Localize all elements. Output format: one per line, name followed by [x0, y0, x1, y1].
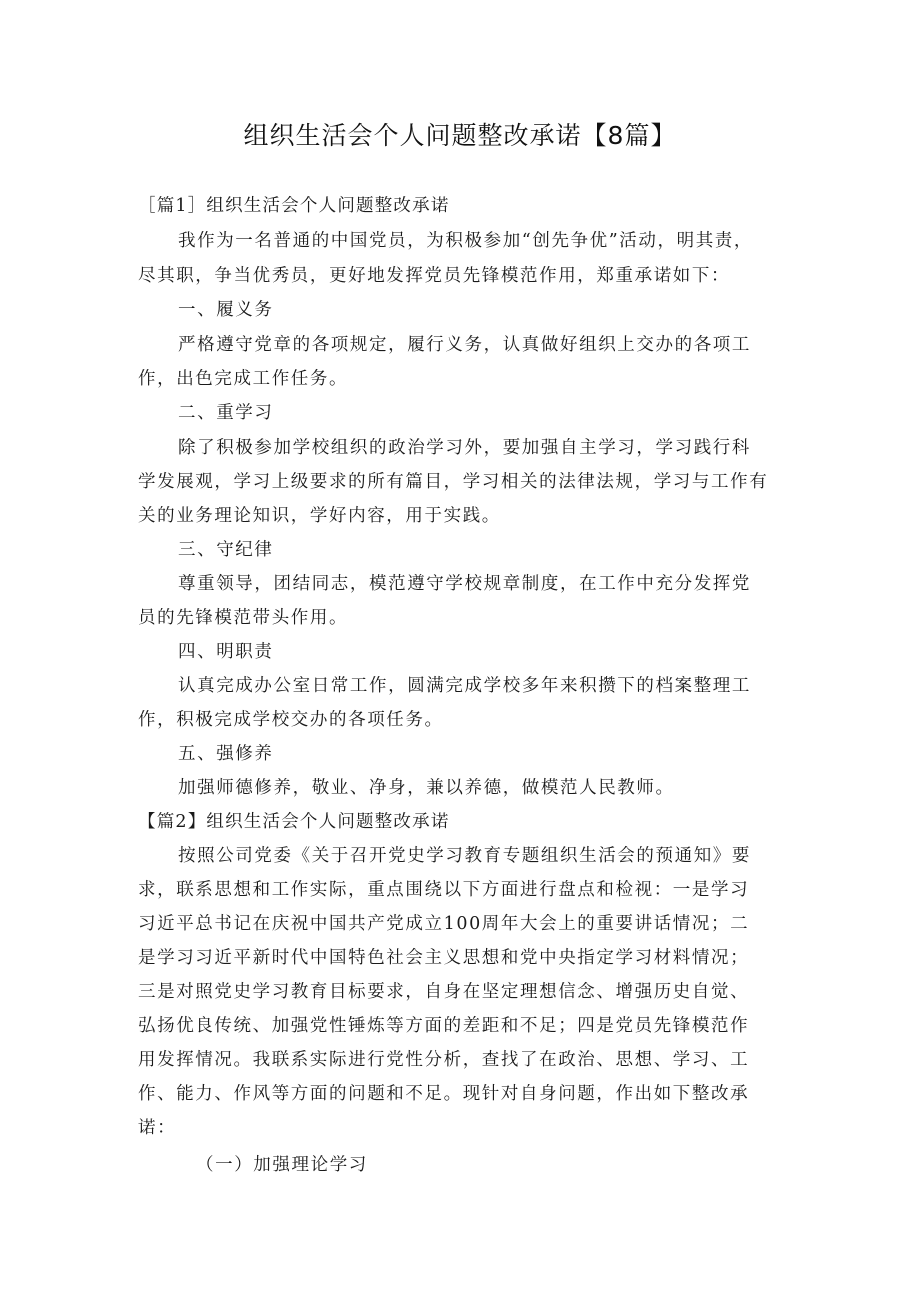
paragraph-line: 尽其职，争当优秀员，更好地发挥党员先锋模范作用，郑重承诺如下： [138, 266, 731, 286]
paragraph-line: 关的业务理论知识，学好内容，用于实践。 [138, 506, 501, 526]
paragraph-line: 尊重领导，团结同志，模范遵守学校规章制度，在工作中充分发挥党 [178, 574, 751, 594]
paragraph-line: 三是对照党史学习教育目标要求，自身在坚定理想信念、增强历史自觉、 [138, 982, 750, 1002]
section-title: 二、重学习 [178, 403, 274, 423]
section-title: 一、履义务 [178, 300, 274, 320]
paragraph-line: 严格遵守党章的各项规定，履行义务，认真做好组织上交办的各项工 [178, 335, 751, 355]
section-title: 三、守纪律 [178, 540, 274, 560]
paragraph-line: 诺： [138, 1118, 177, 1138]
section-title: 五、强修养 [178, 744, 274, 764]
paragraph-line: 用发挥情况。我联系实际进行党性分析，查找了在政治、思想、学习、工 [138, 1050, 750, 1070]
paragraph-line: 弘扬优良传统、加强党性锤炼等方面的差距和不足；四是党员先锋模范作 [138, 1016, 750, 1036]
paragraph-line: 我作为一名普通的中国党员，为积极参加“创先争优”活动，明其责， [178, 231, 753, 251]
paragraph-line: 作、能力、作风等方面的问题和不足。现针对自身问题，作出如下整改承 [138, 1084, 750, 1104]
paragraph-line: 加强师德修养，敬业、净身，兼以养德，做模范人民教师。 [178, 778, 675, 798]
paragraph-line: 习近平总书记在庆祝中国共产党成立100周年大会上的重要讲话情况；二 [138, 914, 750, 934]
paragraph-line: 除了积极参加学校组织的政治学习外，要加强自主学习，学习践行科 [178, 438, 751, 458]
paragraph-line: 学发展观，学习上级要求的所有篇目，学习相关的法律法规，学习与工作有 [138, 472, 769, 492]
article-1-heading: ［篇1］组织生活会个人问题整改承诺 [138, 196, 450, 216]
article-2-heading: 【篇2】组织生活会个人问题整改承诺 [138, 812, 450, 832]
paragraph-line: 员的先锋模范带头作用。 [138, 608, 349, 628]
paragraph-line: 认真完成办公室日常工作，圆满完成学校多年来积攒下的档案整理工 [178, 676, 751, 696]
paragraph-line: 求，联系思想和工作实际，重点围绕以下方面进行盘点和检视：一是学习 [138, 880, 750, 900]
paragraph-line: 是学习习近平新时代中国特色社会主义思想和党中央指定学习材料情况； [138, 948, 750, 968]
subsection-title: （一）加强理论学习 [196, 1155, 368, 1175]
document-title: 组织生活会个人问题整改承诺【8篇】 [243, 121, 677, 150]
paragraph-line: 作，出色完成工作任务。 [138, 369, 349, 389]
paragraph-line: 作，积极完成学校交办的各项任务。 [138, 710, 444, 730]
section-title: 四、明职责 [178, 642, 274, 662]
paragraph-line: 按照公司党委《关于召开党史学习教育专题组织生活会的预通知》要 [178, 846, 751, 866]
